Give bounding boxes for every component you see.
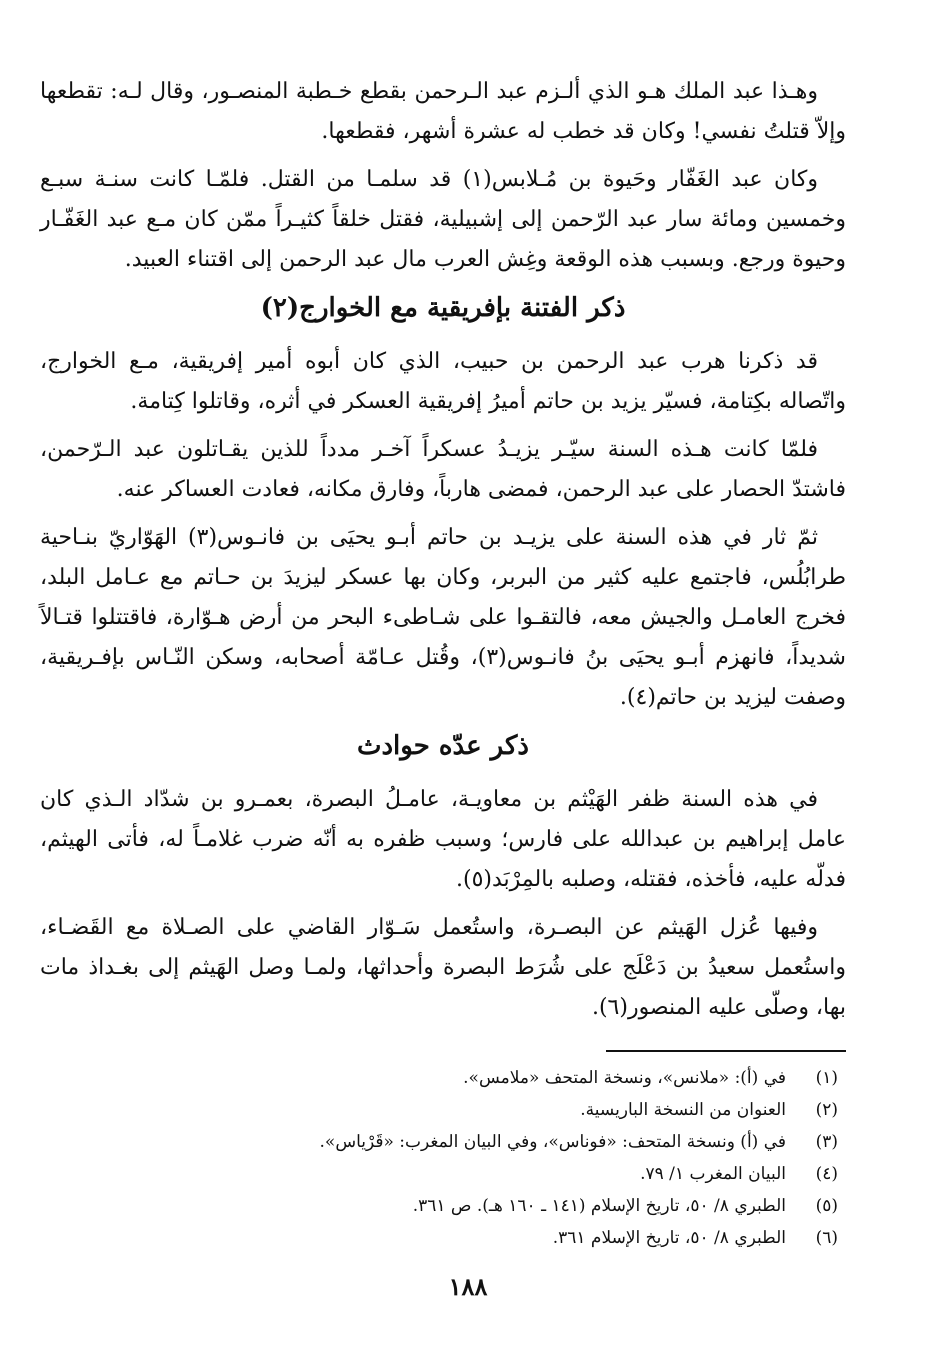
footnote-item <box>40 1158 846 1190</box>
page-body <box>40 72 846 1036</box>
footnote-text: في (أ): «ملانس»، ونسخة المتحف «ملامس». <box>463 1068 786 1088</box>
footnote-text: الطبري ٨/ ٥٠، تاريخ الإسلام (١٤١ ـ ١٦٠ هـ). ص ٣٦١. <box>412 1196 786 1216</box>
paragraph-3: قد ذكرنا هرب عبد الرحمن بن حبيب، الذي كان أبوه أمير إفريقية، مـع الخوارج، واتّصاله بكِتامة، فسيّر يزيد بن حاتم أميرُ إفريقية العسكر في أثره، وقاتلوا كِتامة. <box>40 349 846 414</box>
paragraph-5: ثمّ ثار في هذه السنة على يزيـد بن حاتم أبـو يحيَى بن فانـوس(٣) الهَوّاريّ بنـاحية طرابُلُس، فاجتمع عليه كثير من البربر، وكان بها عسكر ليزيدَ بن حـاتم مع عـامل البلد، فخرج العامـل والجيش معه، فالتقـوا على شـاطىء البحر من أرض هـوّارة، فاقتتلوا قتـالاً شديداً، فانهزم أبـو يحيَى بنُ فانـوس(٣)، وقُتل عـامّة أصحابه، وسكن النّـاس بإفـريقية، وصفت ليزيد بن حاتم(٤). <box>40 525 846 710</box>
footnote-item <box>40 1222 846 1254</box>
footnote-item <box>40 1094 846 1126</box>
footnote-text: البيان المغرب ١/ ٧٩. <box>640 1164 786 1184</box>
footnote-text: العنوان من النسخة الباريسية. <box>580 1100 786 1120</box>
paragraph-1: وهـذا عبد الملك هـو الذي ألـزم عبد الـرحمن بقطع خـطبة المنصـور، وقال لـه: تقطعها وإلاّ قتلتُ نفسي! وكان قد خطب له عشرة أشهر، فقطعها. <box>40 79 846 144</box>
paragraph-4: فلمّا كانت هـذه السنة سيّـر يزيـدُ عسكراً آخـر مدداً للذين يقـاتلون عبد الـرّحمن، فاشتدّ الحصار على عبد الرحمن، فمضى هارباً، وفارق مكانه، فعادت العساكر عنه. <box>40 437 846 502</box>
footnote-number: (٣) <box>815 1132 838 1152</box>
footnote-item <box>40 1062 846 1094</box>
section-heading-events: ذكر عدّه حوادث <box>357 731 529 761</box>
footnote-number: (٦) <box>815 1228 838 1248</box>
footnote-text: في (أ) ونسخة المتحف: «فوناس»، وفي البيان المغرب: «قَرْياس». <box>319 1132 786 1152</box>
page-number: ١٨٨ <box>448 1272 488 1301</box>
paragraph-2: وكان عبد الغَفّار وحَيوة بن مُـلابس(١) قد سلمـا من القتل. فلمّـا كانت سنـة سبـع وخمسين ومائة سار عبد الرّحمن إلى إشبيلية، فقتل خلقاً كثيـراً ممّن كان مـع عبد الغَفّـار وحيوة ورجع. وبسبب هذه الوقعة وغِش العرب مال عبد الرحمن إلى اقتناء العبيد. <box>40 167 846 272</box>
footnotes <box>40 1050 846 1254</box>
footnote-item <box>40 1190 846 1222</box>
footnote-text: الطبري ٨/ ٥٠، تاريخ الإسلام ٣٦١. <box>552 1228 786 1248</box>
footnote-number: (٥) <box>815 1196 838 1216</box>
section-heading-fitna: ذكر الفتنة بإفريقية مع الخوارج(٢) <box>260 293 626 323</box>
paragraph-6: في هذه السنة ظفر الهَيْثم بن معاويـة، عامـلُ البصرة، بعمـرو بن شدّاد الـذي كان عامل إبراهيم بن عبدالله على فارس؛ وسبب ظفره به أنّه ضرب غلامـاً له، فأتى الهيثم، فدلّه عليه، فأخذه، فقتله، وصلبه بالمِرْبَد(٥). <box>40 787 846 892</box>
footnote-number: (٤) <box>815 1164 838 1184</box>
footnote-item <box>40 1126 846 1158</box>
footnote-divider <box>606 1050 846 1052</box>
footnote-number: (٢) <box>815 1100 838 1120</box>
paragraph-7: وفيها عُزل الهَيثم عن البصـرة، واستُعمل سَـوّار القاضي على الصـلاة مع القَضـاء، واستُعمل سعيدُ بن دَعْلَج على شُرَط البصرة وأحداثها، ولمـا وصل الهَيثم إلى بغـداذ مات بها، وصلّى عليه المنصور(٦). <box>40 915 846 1020</box>
footnote-number: (١) <box>815 1068 838 1088</box>
